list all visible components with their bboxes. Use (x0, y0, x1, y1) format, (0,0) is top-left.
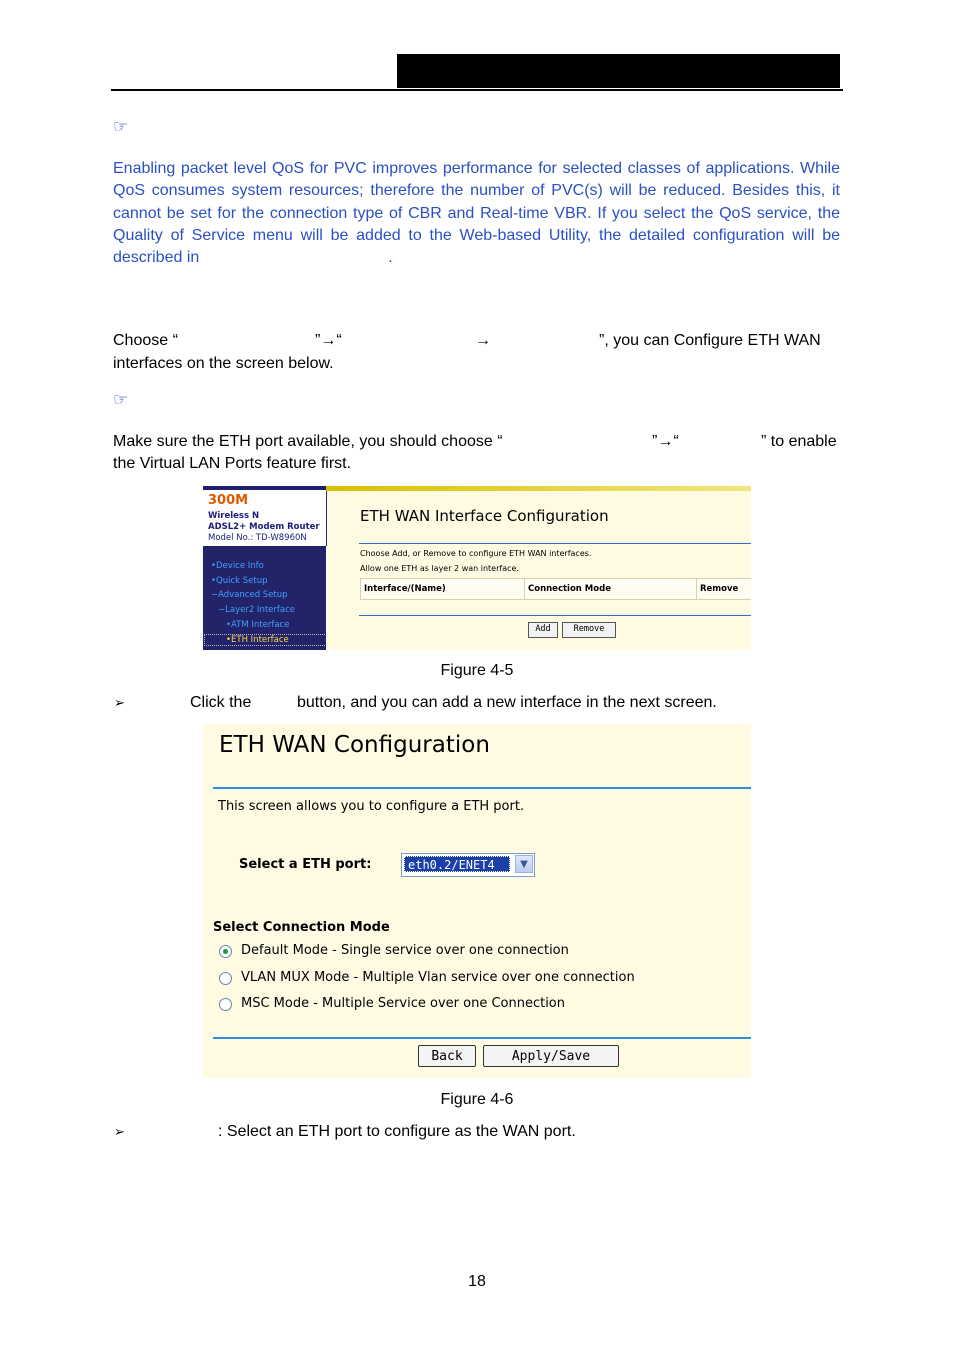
note-vlan-line1 (113, 431, 840, 455)
arrowhead-bullet-icon: ➢ (114, 1125, 125, 1140)
main-content (327, 491, 751, 650)
note-qos-paragraph (113, 158, 840, 269)
pointing-hand-icon: ☞ (113, 390, 129, 410)
brand-model-big: 300M (208, 493, 249, 508)
page-number: 18 (468, 1273, 486, 1290)
menu-device-info[interactable]: •Device Info (211, 561, 264, 571)
table-rule (359, 615, 751, 616)
radio-default-mode[interactable] (219, 945, 232, 958)
menu-advanced-setup[interactable]: −Advanced Setup (211, 590, 288, 600)
note-qos-text: Enabling packet level QoS for PVC improves performance for selected classes of applications. While QoS consumes system resources; therefore the number of PVC(s) will be reduced. Besides this, it cannot be set for the connection type of CBR and Real-time VBR. If you select the QoS service, the Quality of Service menu will be added to the Web-based Utility, the detailed configuration will be described in (113, 160, 840, 267)
brand-line3: Model No.: TD-W8960N (208, 533, 307, 543)
option-default-mode-label: Default Mode - Single service over one connection (241, 943, 569, 958)
eth-port-selected-value: eth0.2/ENET4 (404, 856, 510, 872)
connection-mode-heading: Select Connection Mode (213, 920, 390, 935)
chevron-down-icon[interactable]: ▼ (515, 855, 533, 873)
note-qos-period: . (388, 249, 393, 267)
choose-end: ”, you can Configure ETH WAN (599, 332, 821, 349)
pointing-hand-icon: ☞ (113, 117, 129, 137)
choose-arrow: → (475, 332, 491, 349)
brand-line2: ADSL2+ Modem Router (208, 522, 320, 532)
bottom-rule (213, 1037, 751, 1039)
page-title: ETH WAN Configuration (219, 732, 490, 758)
choose-line (113, 330, 840, 354)
note-vlan-part-a: Make sure the ETH port available, you should choose “ (113, 433, 503, 450)
note-vlan-line2: the Virtual LAN Ports feature first. (113, 455, 352, 472)
title-rule (213, 787, 751, 789)
figure-4-6-screenshot (203, 724, 751, 1078)
page-title: ETH WAN Interface Configuration (360, 507, 609, 525)
radio-msc-mode[interactable] (219, 998, 232, 1011)
interface-table-header (360, 578, 751, 600)
figure-4-6-caption: Figure 4-6 (440, 1091, 514, 1108)
desc-line1: Choose Add, or Remove to configure ETH WAN interfaces. (360, 549, 592, 558)
menu-layer2-interface[interactable]: −Layer2 Interface (218, 605, 295, 615)
page-description: This screen allows you to configure a ETH port. (218, 799, 525, 814)
menu-eth-interface[interactable]: •ETH Interface (204, 634, 331, 646)
desc-line2: Allow one ETH as layer 2 wan interface. (360, 564, 519, 573)
figure-4-5-screenshot (203, 486, 751, 650)
col-interface-name: Interface/(Name) (364, 584, 446, 594)
choose-word: Choose “ (113, 332, 178, 349)
brand-line1: Wireless N (208, 511, 260, 521)
choose-sep1: ”→“ (315, 332, 342, 349)
col-connection-mode: Connection Mode (528, 584, 611, 594)
radio-vlan-mux-mode[interactable] (219, 972, 232, 985)
option-vlan-mux-mode-label: VLAN MUX Mode - Multiple Vlan service over one connection (241, 970, 635, 985)
brand-logo-box (203, 491, 327, 546)
choose-line2: interfaces on the screen below. (113, 355, 334, 372)
apply-save-button[interactable]: Apply/Save (483, 1045, 619, 1067)
eth-port-select[interactable] (401, 853, 535, 877)
option-msc-mode-label: MSC Mode - Multiple Service over one Connection (241, 996, 566, 1011)
menu-atm-interface[interactable]: •ATM Interface (226, 620, 290, 630)
bullet1-text-a: Click the (190, 694, 252, 711)
header-black-bar (397, 54, 840, 88)
bullet1-text-b: button, and you can add a new interface in the next screen. (297, 694, 717, 711)
remove-button[interactable]: Remove (562, 622, 616, 638)
note-vlan-part-b: ”→“ (652, 433, 679, 450)
figure-4-5-caption: Figure 4-5 (440, 662, 514, 679)
arrowhead-bullet-icon: ➢ (114, 696, 125, 711)
eth-port-label: Select a ETH port: (239, 857, 372, 872)
back-button[interactable]: Back (418, 1045, 476, 1067)
header-rule (111, 89, 843, 91)
bullet2-text: : Select an ETH port to configure as the WAN port. (218, 1123, 576, 1140)
col-remove: Remove (700, 584, 739, 594)
add-button[interactable]: Add (528, 622, 558, 638)
note-vlan-part-c: ” to enable (761, 433, 837, 450)
radio-selected-dot (223, 949, 228, 954)
title-rule (359, 543, 751, 544)
menu-quick-setup[interactable]: •Quick Setup (211, 576, 268, 586)
